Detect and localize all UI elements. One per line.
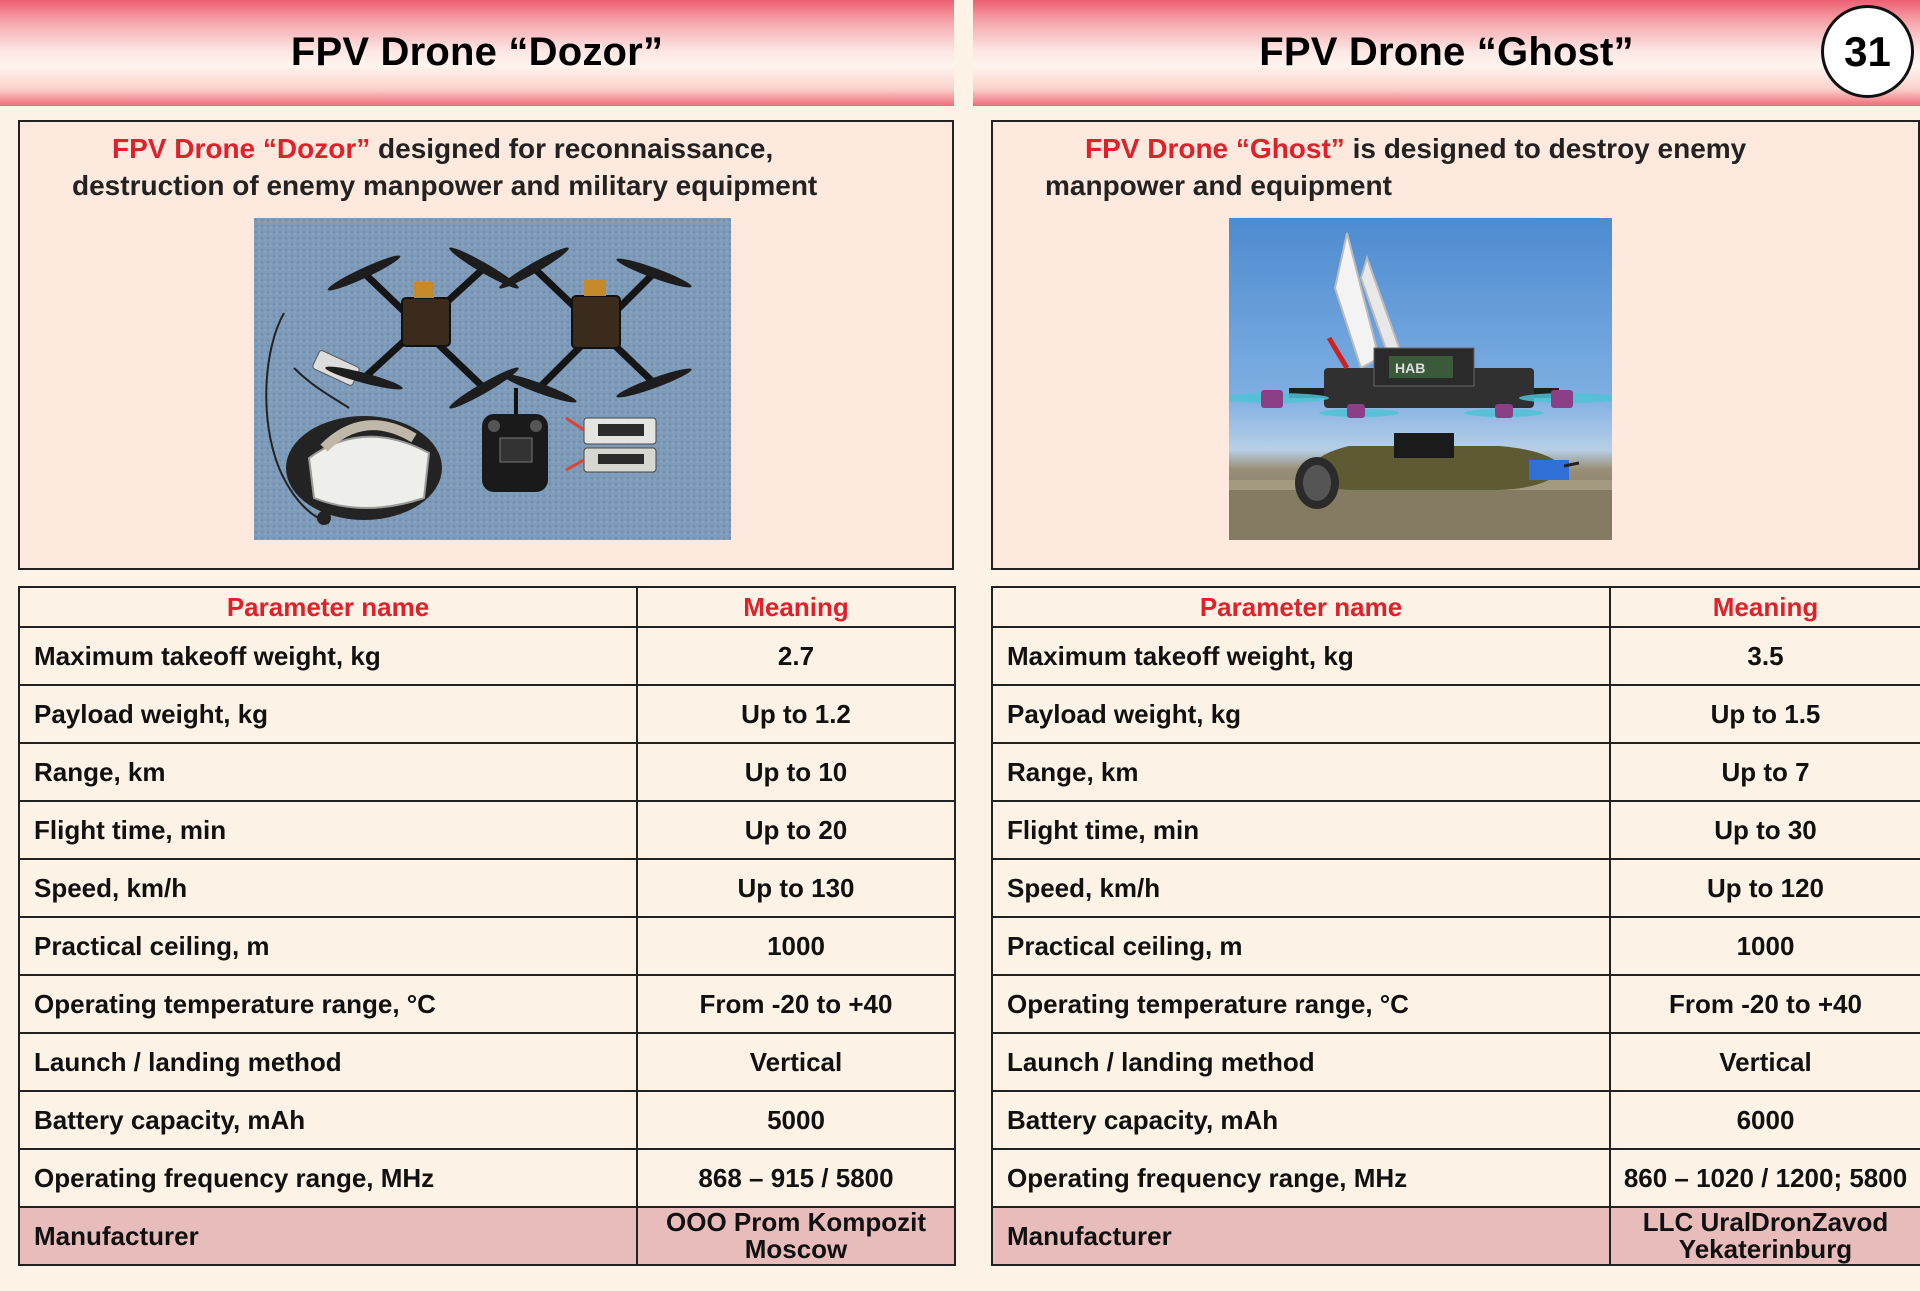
table-row	[992, 1149, 1920, 1207]
param-value: Up to 130	[637, 859, 955, 917]
param-value: 2.7	[637, 627, 955, 685]
param-value: 5000	[637, 1091, 955, 1149]
param-name: Flight time, min	[992, 801, 1610, 859]
column-header-meaning: Meaning	[637, 587, 955, 627]
table-row	[19, 627, 955, 685]
param-value: From -20 to +40	[637, 975, 955, 1033]
param-name: Operating frequency range, MHz	[19, 1149, 637, 1207]
table-row	[992, 801, 1920, 859]
table-row	[992, 917, 1920, 975]
param-name: Battery capacity, mAh	[992, 1091, 1610, 1149]
table-row	[19, 975, 955, 1033]
manufacturer-row	[992, 1207, 1920, 1265]
table-header-row	[992, 587, 1920, 627]
param-name: Operating temperature range, °C	[19, 975, 637, 1033]
param-value: Up to 7	[1610, 743, 1920, 801]
manufacturer-row	[19, 1207, 955, 1265]
left-description-box	[18, 120, 954, 570]
right-spec-table	[991, 586, 1920, 1266]
param-name: Launch / landing method	[19, 1033, 637, 1091]
ghost-drone-illustration	[1229, 218, 1612, 540]
left-description	[72, 130, 912, 204]
table-row	[992, 1033, 1920, 1091]
param-name: Practical ceiling, m	[992, 917, 1610, 975]
table-row	[19, 917, 955, 975]
left-description-highlight: FPV Drone “Dozor”	[112, 133, 371, 164]
table-row	[19, 685, 955, 743]
param-name: Speed, km/h	[19, 859, 637, 917]
param-value: Vertical	[1610, 1033, 1920, 1091]
right-title: FPV Drone “Ghost”	[1259, 30, 1634, 74]
column-header-parameter: Parameter name	[992, 587, 1610, 627]
table-row	[992, 627, 1920, 685]
param-name: Operating frequency range, MHz	[992, 1149, 1610, 1207]
left-spec-table	[18, 586, 956, 1266]
param-name: Range, km	[19, 743, 637, 801]
param-value: 6000	[1610, 1091, 1920, 1149]
param-name: Launch / landing method	[992, 1033, 1610, 1091]
page-number-badge: 31	[1821, 5, 1914, 98]
dozor-drone-photo	[254, 218, 731, 540]
table-row	[19, 1033, 955, 1091]
param-name: Flight time, min	[19, 801, 637, 859]
param-name: Operating temperature range, °C	[992, 975, 1610, 1033]
ghost-photo-label: HAB	[1395, 360, 1426, 376]
table-row	[992, 743, 1920, 801]
manufacturer-city: Moscow	[744, 1234, 848, 1264]
table-row	[19, 743, 955, 801]
param-value: 868 – 915 / 5800	[637, 1149, 955, 1207]
param-value: Up to 120	[1610, 859, 1920, 917]
ghost-drone-photo	[1229, 218, 1612, 540]
param-name: Range, km	[992, 743, 1610, 801]
param-value: Up to 10	[637, 743, 955, 801]
table-row	[19, 1091, 955, 1149]
param-name: Maximum takeoff weight, kg	[992, 627, 1610, 685]
left-description-text: designed for reconnaissance, destruction of enemy manpower and military equipment	[72, 133, 818, 201]
manufacturer-value	[1610, 1207, 1920, 1265]
param-value: Up to 30	[1610, 801, 1920, 859]
param-value: 3.5	[1610, 627, 1920, 685]
param-value: 1000	[637, 917, 955, 975]
manufacturer-city: Yekaterinburg	[1678, 1234, 1853, 1264]
column-header-parameter: Parameter name	[19, 587, 637, 627]
param-name: Practical ceiling, m	[19, 917, 637, 975]
param-value: From -20 to +40	[1610, 975, 1920, 1033]
param-value: 1000	[1610, 917, 1920, 975]
right-description	[1045, 130, 1878, 204]
param-name: Battery capacity, mAh	[19, 1091, 637, 1149]
table-row	[19, 1149, 955, 1207]
table-header-row	[19, 587, 955, 627]
param-name: Payload weight, kg	[992, 685, 1610, 743]
param-value: Vertical	[637, 1033, 955, 1091]
right-description-box	[991, 120, 1920, 570]
manufacturer-label: Manufacturer	[19, 1207, 637, 1265]
param-value: Up to 1.2	[637, 685, 955, 743]
table-row	[992, 1091, 1920, 1149]
column-header-meaning: Meaning	[1610, 587, 1920, 627]
left-title: FPV Drone “Dozor”	[290, 30, 664, 74]
param-name: Maximum takeoff weight, kg	[19, 627, 637, 685]
table-row	[19, 859, 955, 917]
manufacturer-name: OOO Prom Kompozit	[666, 1207, 926, 1237]
manufacturer-name: LLC UralDronZavod	[1642, 1207, 1889, 1237]
manufacturer-label: Manufacturer	[992, 1207, 1610, 1265]
dozor-drone-illustration	[254, 218, 731, 540]
param-value: 860 – 1020 / 1200; 5800	[1610, 1149, 1920, 1207]
table-row	[992, 685, 1920, 743]
param-value: Up to 1.5	[1610, 685, 1920, 743]
param-name: Payload weight, kg	[19, 685, 637, 743]
right-description-highlight: FPV Drone “Ghost”	[1085, 133, 1345, 164]
table-row	[992, 975, 1920, 1033]
param-name: Speed, km/h	[992, 859, 1610, 917]
right-description-text: is designed to destroy enemy manpower and equipment	[1045, 133, 1747, 201]
table-row	[19, 801, 955, 859]
table-row	[992, 859, 1920, 917]
manufacturer-value	[637, 1207, 955, 1265]
right-header	[973, 0, 1920, 106]
param-value: Up to 20	[637, 801, 955, 859]
left-header	[0, 0, 954, 106]
